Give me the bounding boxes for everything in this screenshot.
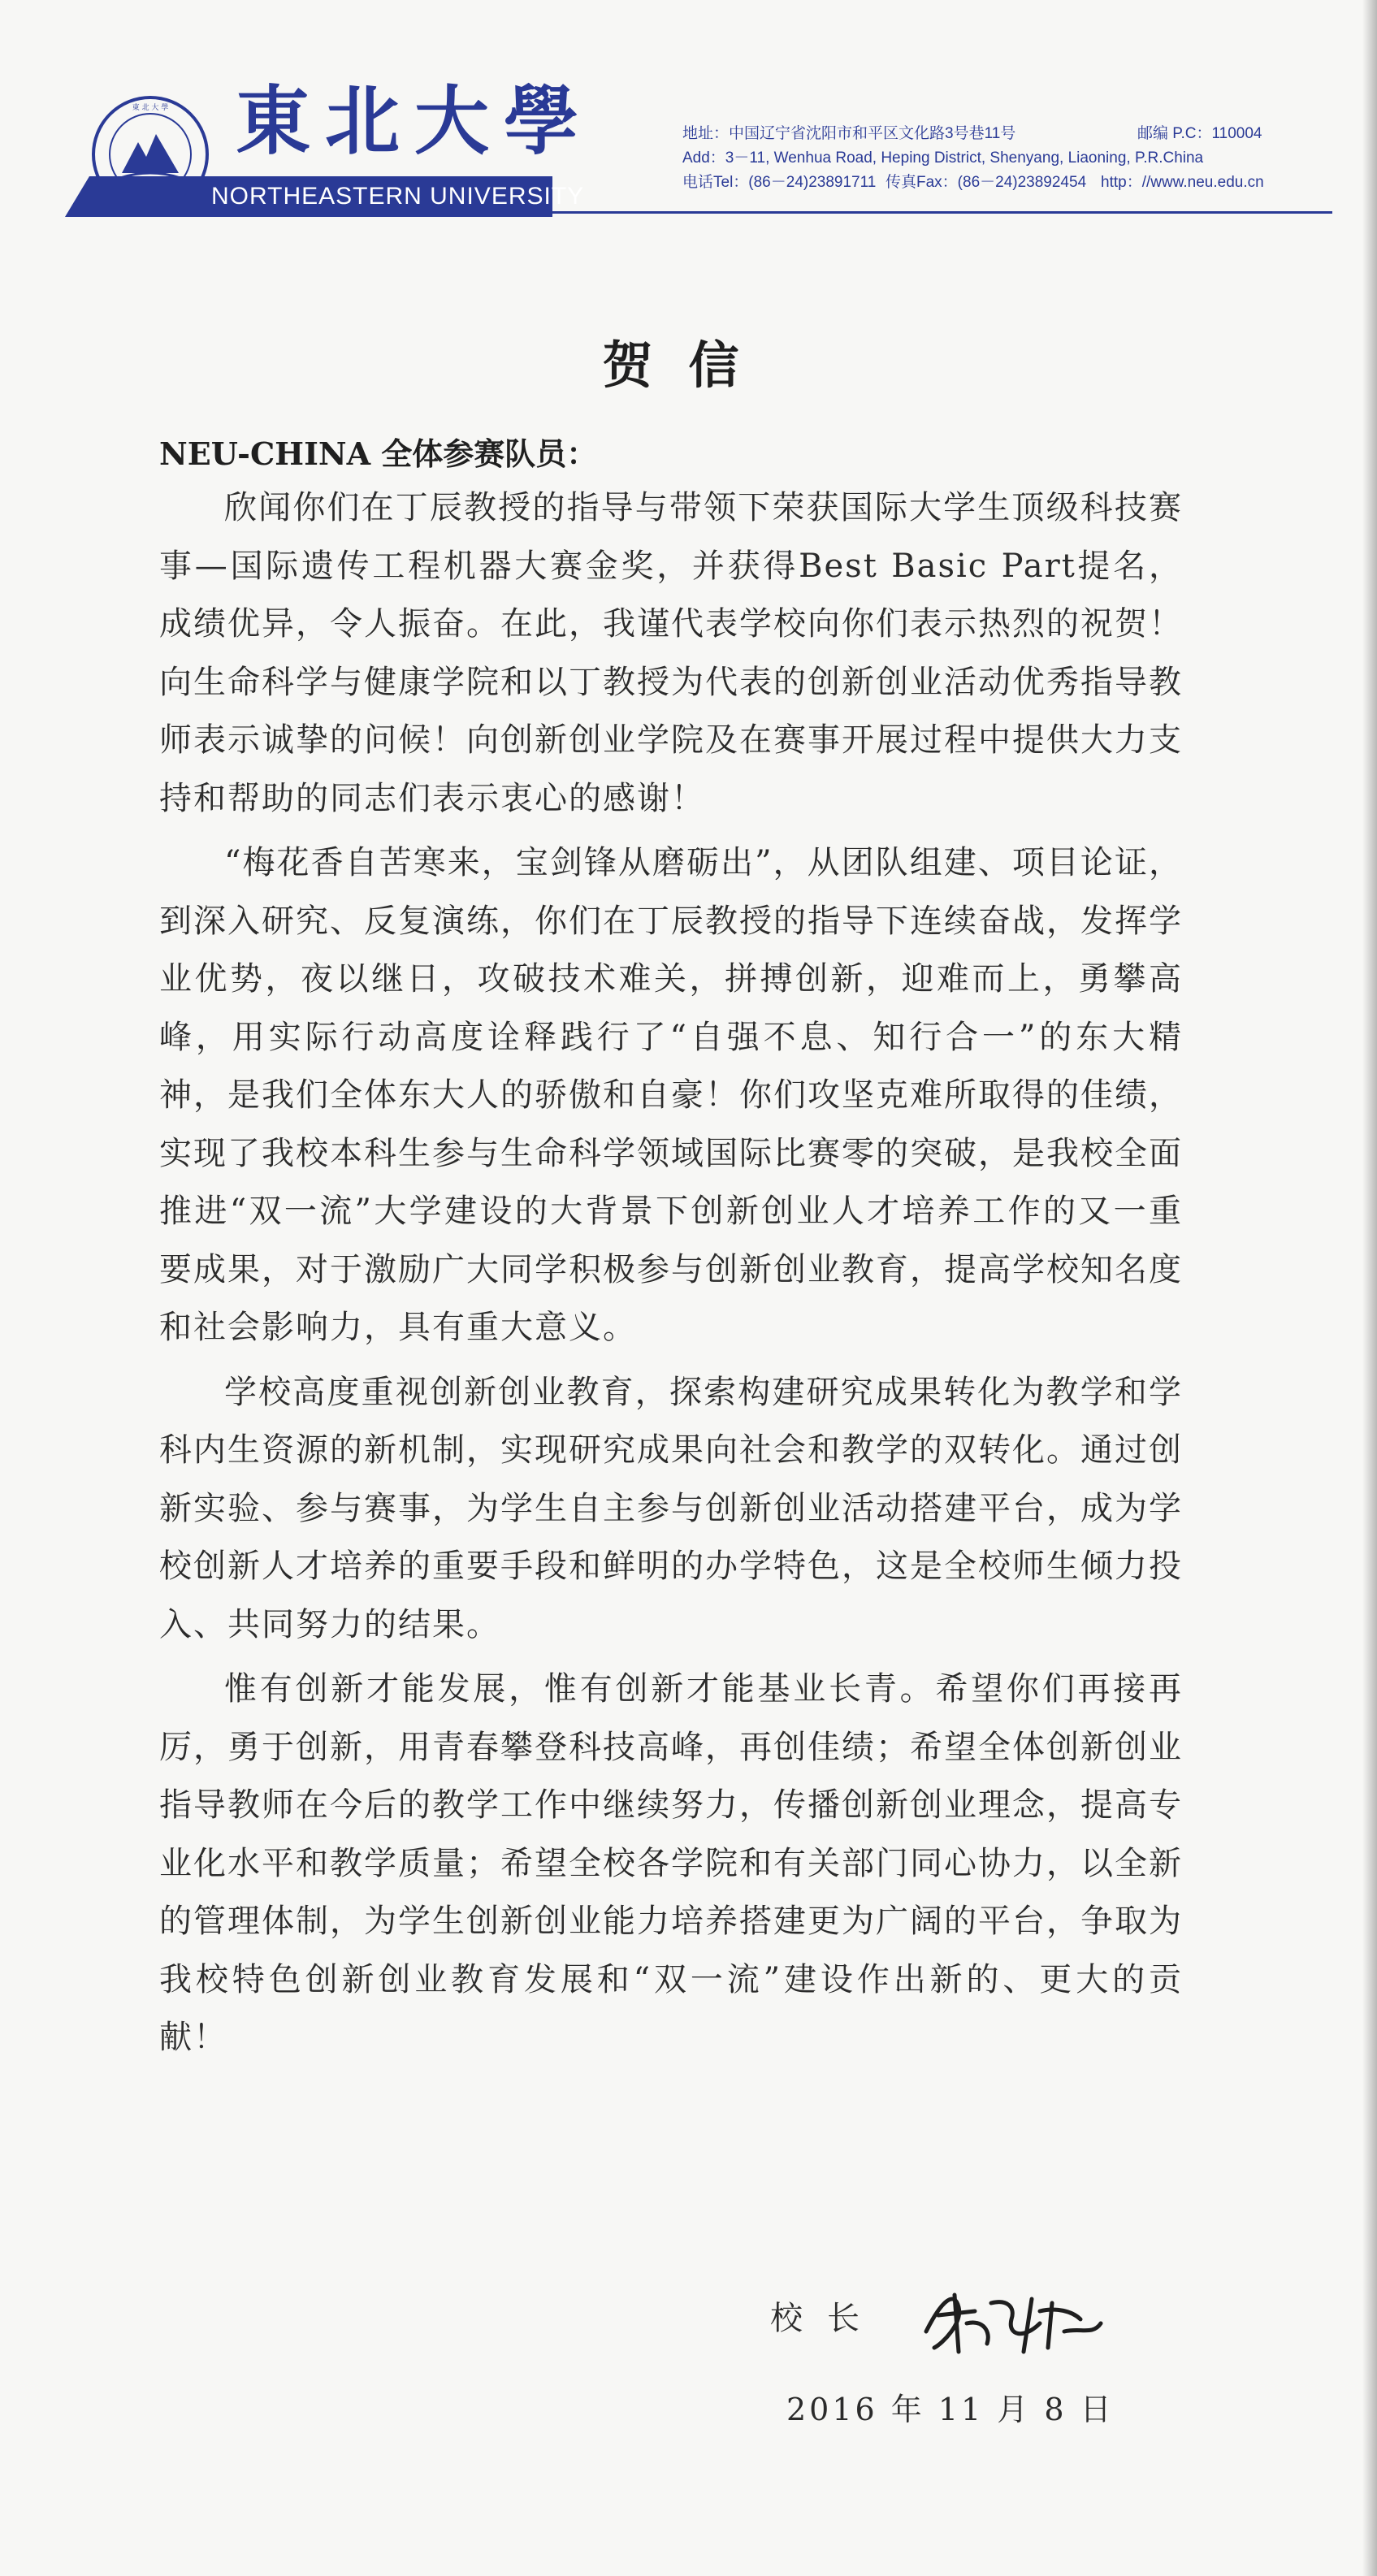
svg-text:東 北 大 學: 東 北 大 學 [132, 104, 169, 112]
letter-date: 2016 年 11 月 8 日 [786, 2392, 1115, 2427]
fax: 传真Fax：(86－24)23892454 [886, 174, 1087, 191]
signature-area [756, 2275, 1162, 2372]
signer-title: 校长 [770, 2300, 884, 2337]
paragraph: “梅花香自苦寒来，宝剑锋从磨砺出”，从团队组建、项目论证，到深入研究、反复演练，你们在丁辰教授的指导下连续奋战，发挥学业优势，夜以继日，攻破技术难关，拼搏创新，迎难而上，勇攀高峰，用实际行动高度诠释践行了“自强不息、知行合一”的东大精神，是我们全体东大人的骄傲和自豪！你们攻坚克难所取得的佳绩，实现了我校本科生参与生命科学领域国际比赛零的突破，是我校全面推进“双一流”大学建设的大背景下创新创业人才培养工作的又一重要成果，对于激励广大同学积极参与创新创业教育，提高学校知名度和社会影响力，具有重大意义。 [159, 844, 1183, 1346]
paragraph: 学校高度重视创新创业教育，探索构建研究成果转化为教学和学科内生资源的新机制，实现研究成果向社会和教学的双转化。通过创新实验、参与赛事，为学生自主参与创新创业活动搭建平台，成为学校创新人才培养的重要手段和鲜明的办学特色，这是全校师生倾力投入、共同努力的结果。 [159, 1373, 1183, 1643]
university-name-cn: 東北大學 [236, 77, 594, 165]
website-link[interactable]: http：//www.neu.edu.cn [1101, 174, 1264, 191]
letterhead-rule [552, 211, 1332, 214]
telephone: 电话Tel：(86－24)23891711 [682, 174, 877, 191]
contact-block [682, 122, 1332, 195]
salutation: NEU-CHINA 全体参赛队员： [159, 435, 598, 472]
letter-title: 贺信 [602, 336, 775, 395]
paragraph: 欣闻你们在丁辰教授的指导与带领下荣获国际大学生顶级科技赛事—国际遗传工程机器大赛金奖，并获得Best Basic Part提名，成绩优异，令人振奋。在此，我谨代表学校向你们表示热烈的祝贺！向生命科学与健康学院和以丁教授为代表的创新创业活动优秀指导教师表示诚挚的问候！向创新创业学院及在赛事开展过程中提供大力支持和帮助的同志们表示衷心的感谢！ [159, 489, 1183, 817]
postcode: 邮编 P.C：110004 [1137, 125, 1262, 142]
address-en: Add：3－11, Wenhua Road, Heping District, Shenyang, Liaoning, P.R.China [682, 149, 1204, 167]
paragraph: 惟有创新才能发展，惟有创新才能基业长青。希望你们再接再厉，勇于创新，用青春攀登科技高峰，再创佳绩；希望全体创新创业指导教师在今后的教学工作中继续努力，传播创新创业理念，提高专业化水平和教学质量；希望全校各学院和有关部门同心协力，以全新的管理体制，为学生创新创业能力培养搭建更为广阔的平台，争取为我校特色创新创业教育发展和“双一流”建设作出新的、更大的贡献！ [159, 1670, 1183, 2056]
letter-body [159, 479, 1183, 2074]
address-cn: 地址：中国辽宁省沈阳市和平区文化路3号巷11号 [682, 125, 1016, 142]
letterhead [65, 77, 1284, 215]
university-name-en: NORTHEASTERN UNIVERSITY [211, 183, 585, 210]
handwritten-signature-icon [910, 2275, 1113, 2364]
